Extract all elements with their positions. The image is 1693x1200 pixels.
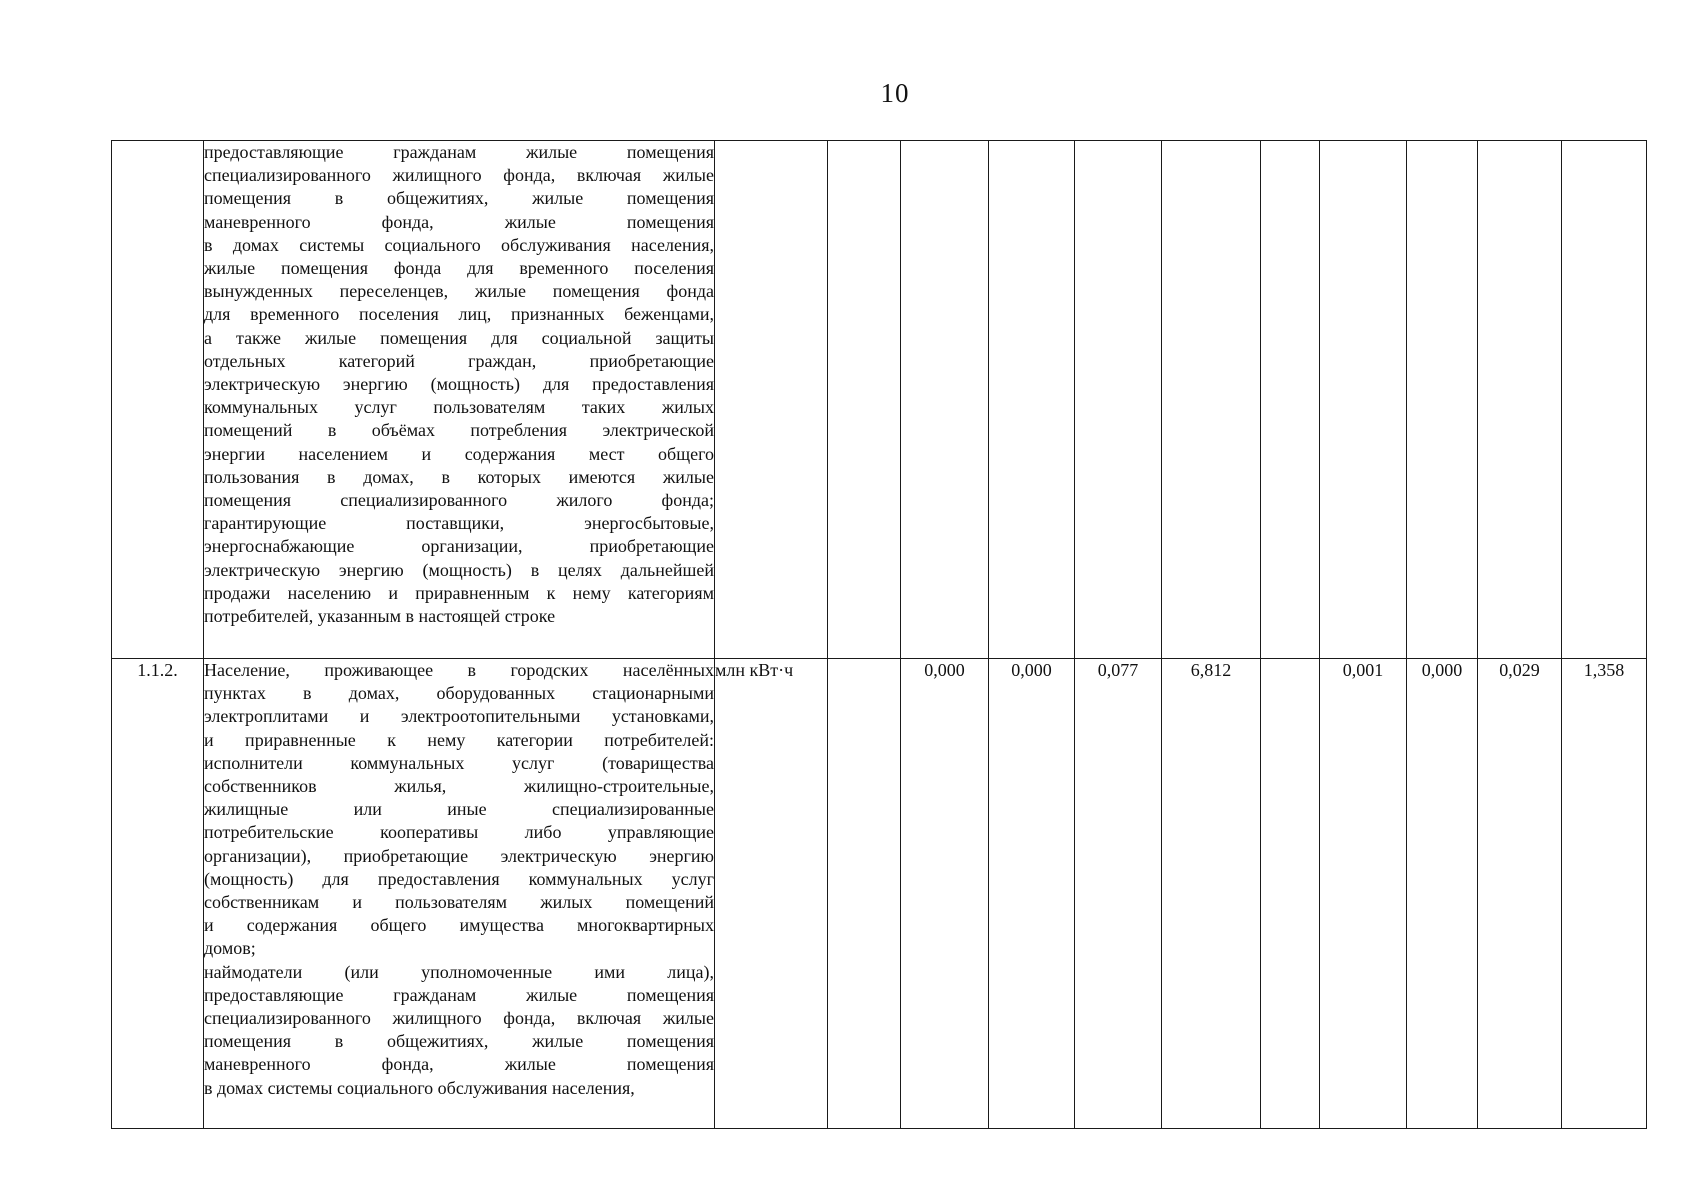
description-line: для временного поселения лиц, признанных беженцами, xyxy=(204,304,714,325)
value-cell: 6,812 xyxy=(1162,659,1261,1129)
description-line: (мощность) для предоставления коммунальных услуг xyxy=(204,868,714,889)
value-cell xyxy=(1320,141,1407,659)
value-cell xyxy=(1407,141,1478,659)
description-line: жилые помещения фонда для временного поселения xyxy=(204,258,714,279)
value-cell: 0,077 xyxy=(1075,659,1162,1129)
description-line: вынужденных переселенцев, жилые помещения фонда xyxy=(204,281,714,302)
value-cell xyxy=(989,141,1075,659)
value-cell: 0,000 xyxy=(989,659,1075,1129)
description-line: жилищные или иные специализированные xyxy=(204,799,714,820)
description-line: в домах системы социального обслуживания населения, xyxy=(204,1077,635,1098)
description-line: в домах системы социального обслуживания населения, xyxy=(204,234,714,255)
value-cell: 0,000 xyxy=(1407,659,1478,1129)
description-line: специализированного жилищного фонда, включая жилые xyxy=(204,1008,714,1029)
description-line: гарантирующие поставщики, энергосбытовые, xyxy=(204,513,714,534)
description-line: и приравненные к нему категории потребителей: xyxy=(204,729,714,750)
value-cell xyxy=(1261,141,1320,659)
description-line: маневренного фонда, жилые помещения xyxy=(204,211,714,232)
description-line: организации), приобретающие электрическую энергию xyxy=(204,845,714,866)
value-cell xyxy=(1162,141,1261,659)
description-line: электрическую энергию (мощность) для предоставления xyxy=(204,374,714,395)
description-line: собственникам и пользователям жилых помещений xyxy=(204,892,714,913)
row-description xyxy=(204,141,715,659)
value-cell: 0,029 xyxy=(1478,659,1562,1129)
description-line: Население, проживающее в городских населённых xyxy=(204,660,714,680)
row-number: 1.1.2. xyxy=(112,659,204,1129)
description-line: помещения специализированного жилого фонда; xyxy=(204,490,714,511)
description-line: энергоснабжающие организации, приобретающие xyxy=(204,536,714,557)
description-line: пунктах в домах, оборудованных стационарными xyxy=(204,683,714,704)
value-cell xyxy=(1261,659,1320,1129)
table-row xyxy=(112,141,1647,659)
row-unit xyxy=(715,141,828,659)
description-line: электрическую энергию (мощность) в целях дальнейшей xyxy=(204,559,714,580)
description-line: домов; xyxy=(204,938,256,959)
page-number: 10 xyxy=(880,78,910,108)
value-cell xyxy=(1562,141,1647,659)
description-line: электроплитами и электроотопительными установками, xyxy=(204,706,714,727)
description-line: наймодатели (или уполномоченные ими лица), xyxy=(204,961,714,982)
value-cell xyxy=(828,659,901,1129)
description-line: предоставляющие гражданам жилые помещения xyxy=(204,142,714,162)
tariff-table xyxy=(111,140,1647,1129)
description-line: собственников жилья, жилищно-строительные, xyxy=(204,776,714,797)
description-line: а также жилые помещения для социальной защиты xyxy=(204,327,714,348)
row-description xyxy=(204,659,715,1129)
description-line: помещений в объёмах потребления электрической xyxy=(204,420,714,441)
value-cell: 0,000 xyxy=(901,659,989,1129)
value-cell xyxy=(1075,141,1162,659)
description-line: специализированного жилищного фонда, включая жилые xyxy=(204,165,714,186)
description-line: продажи населению и приравненным к нему категориям xyxy=(204,582,714,603)
description-line: и содержания общего имущества многоквартирных xyxy=(204,915,714,936)
table-row xyxy=(112,659,1647,1129)
description-line: исполнители коммунальных услуг (товарищества xyxy=(204,752,714,773)
value-cell: 0,001 xyxy=(1320,659,1407,1129)
description-line: пользования в домах, в которых имеются жилые xyxy=(204,466,714,487)
description-line: маневренного фонда, жилые помещения xyxy=(204,1054,714,1075)
row-unit: млн кВт·ч xyxy=(715,659,828,1129)
row-number xyxy=(112,141,204,659)
value-cell xyxy=(901,141,989,659)
description-line: потребительские кооперативы либо управляющие xyxy=(204,822,714,843)
value-cell xyxy=(1478,141,1562,659)
description-line: предоставляющие гражданам жилые помещения xyxy=(204,984,714,1005)
description-line: помещения в общежитиях, жилые помещения xyxy=(204,188,714,209)
description-line: энергии населением и содержания мест общего xyxy=(204,443,714,464)
value-cell xyxy=(828,141,901,659)
description-line: отдельных категорий граждан, приобретающие xyxy=(204,350,714,371)
description-line: коммунальных услуг пользователям таких жилых xyxy=(204,397,714,418)
value-cell: 1,358 xyxy=(1562,659,1647,1129)
description-line: помещения в общежитиях, жилые помещения xyxy=(204,1031,714,1052)
description-line: потребителей, указанным в настоящей строке xyxy=(204,606,556,627)
